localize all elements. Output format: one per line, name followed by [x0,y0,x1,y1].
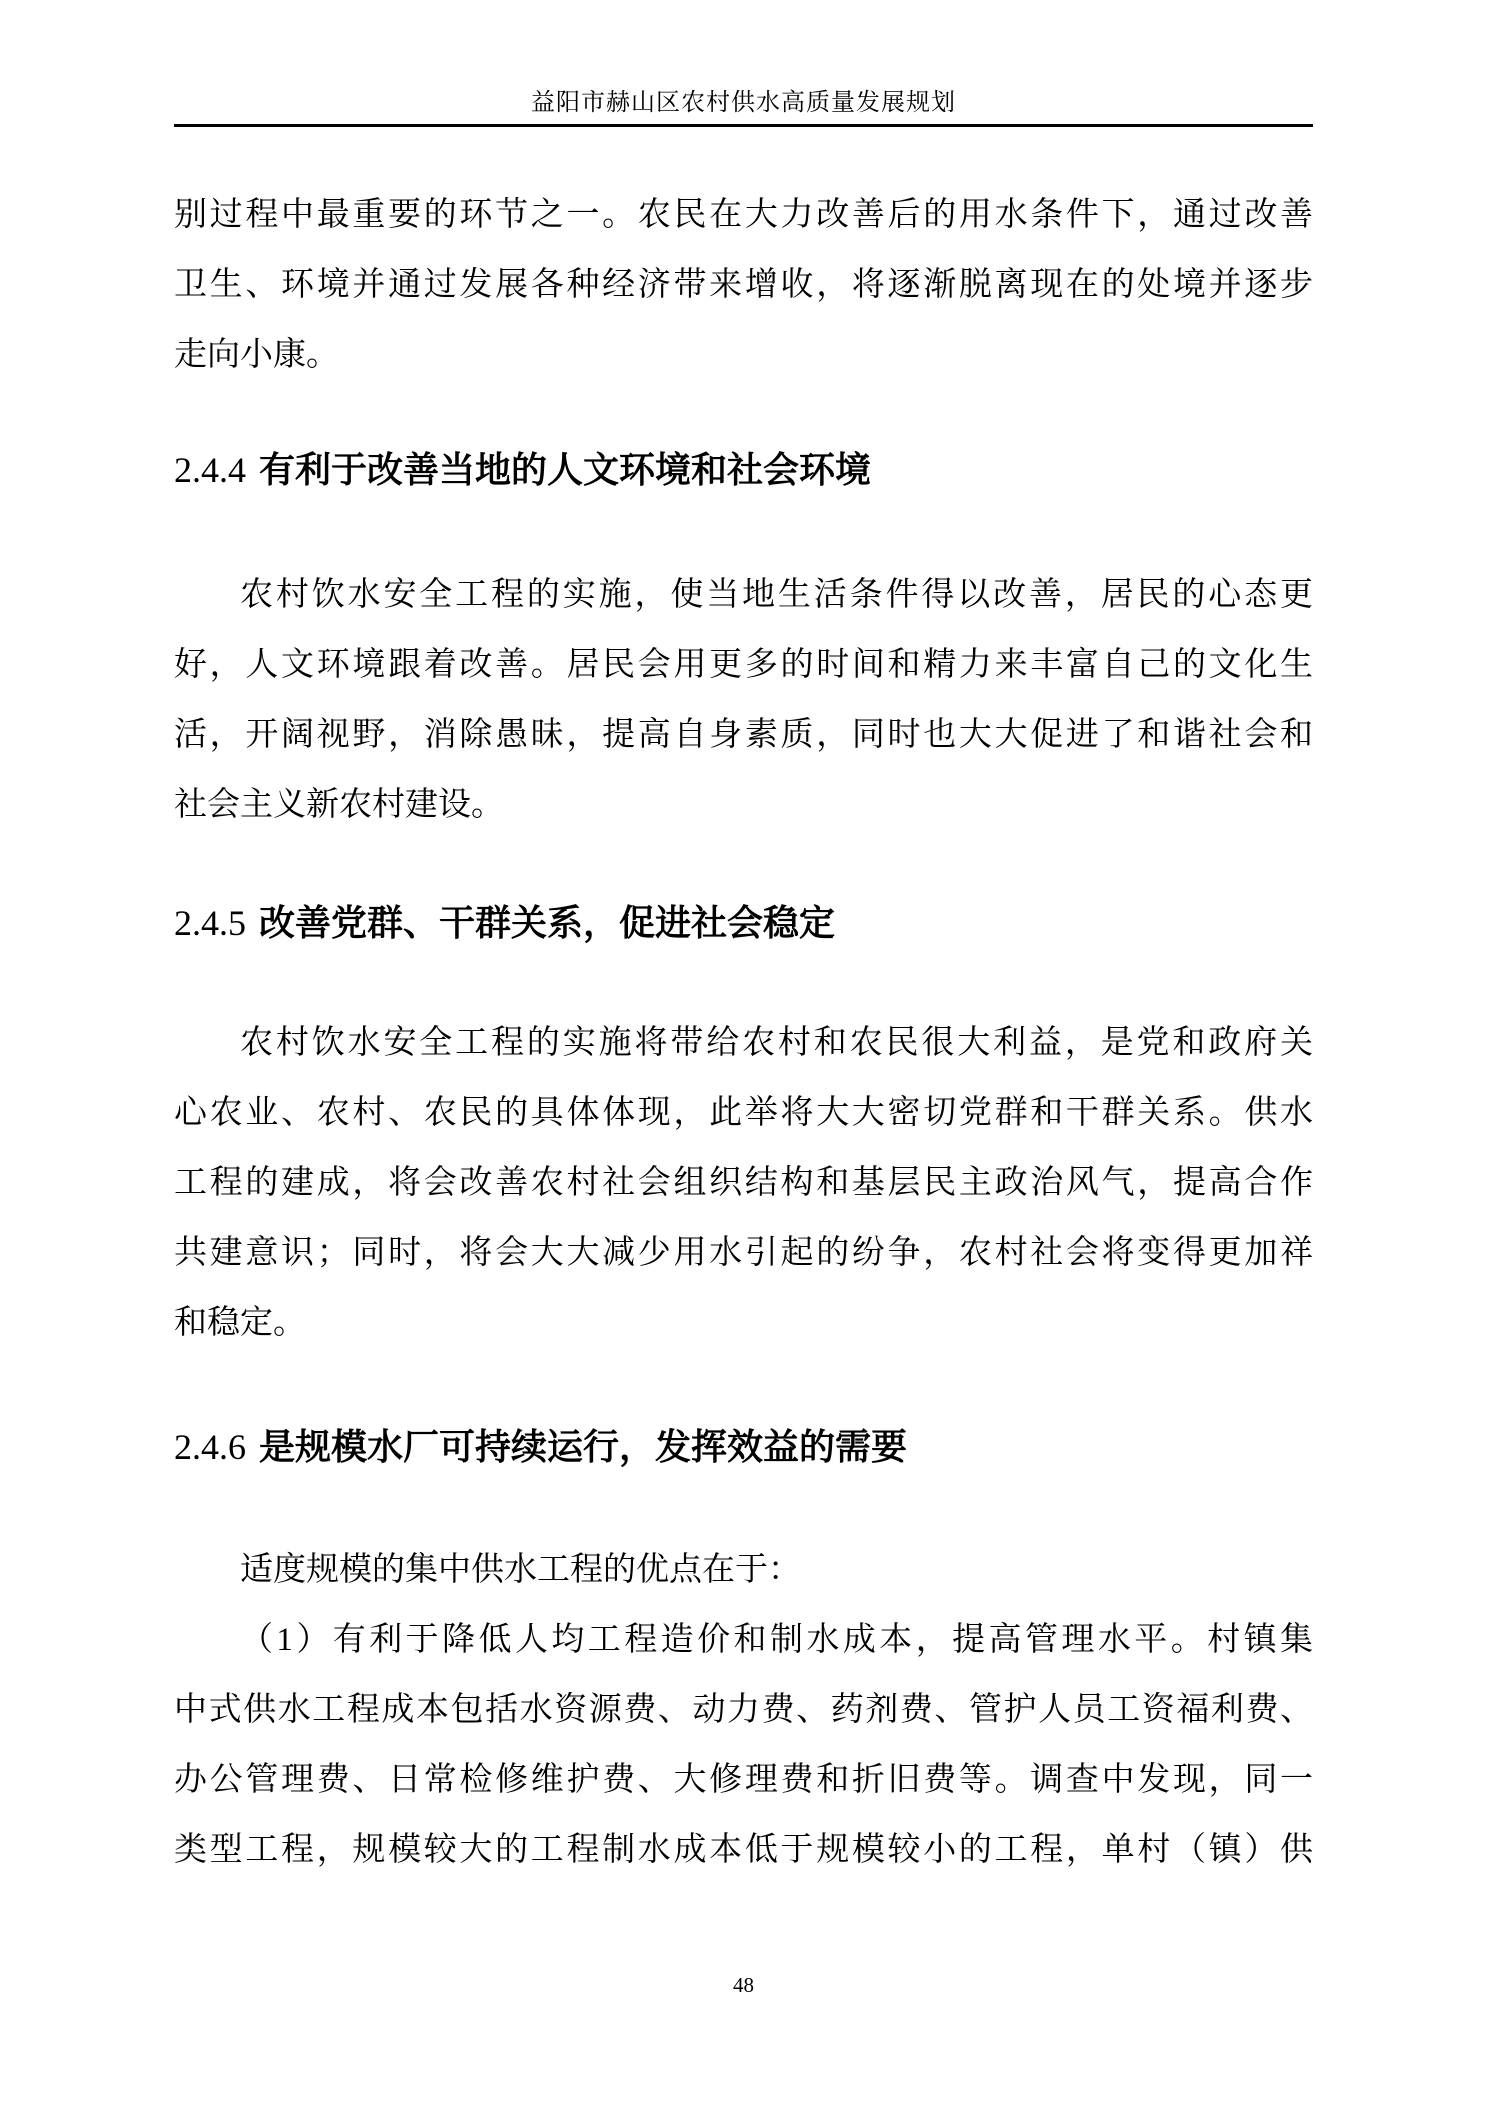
text-line: 别过程中最重要的环节之一。农民在大力改善后的用水条件下，通过改善 [174,197,1313,233]
paragraph [174,1535,1313,1605]
text-line: 农村饮水安全工程的实施，使当地生活条件得以改善，居民的心态更 [240,577,1313,613]
text-line: 好，人文环境跟着改善。居民会用更多的时间和精力来丰富自己的文化生 [174,647,1313,683]
text-line: 农村饮水安全工程的实施将带给农村和农民很大利益，是党和政府关 [240,1025,1313,1061]
heading-text: 有利于改善当地的人文环境和社会环境 [259,449,872,490]
section-heading [174,1412,1313,1482]
text-line: 类型工程，规模较大的工程制水成本低于规模较小的工程，单村（镇）供 [174,1832,1313,1868]
text-line: 卫生、环境并通过发展各种经济带来增收，将逐渐脱离现在的处境并逐步 [174,267,1313,303]
text-line: 共建意识；同时，将会大大减少用水引起的纷争，农村社会将变得更加祥 [174,1235,1313,1271]
paragraph [174,1605,1313,1885]
page-footer [174,1970,1313,2000]
heading-number: 2.4.5 [174,903,246,943]
text-line: 社会主义新农村建设。 [174,787,504,823]
header-title: 益阳市赫山区农村供水高质量发展规划 [531,90,956,116]
heading-number: 2.4.6 [174,1427,246,1467]
text-line: 工程的建成，将会改善农村社会组织结构和基层民主政治风气，提高合作 [174,1165,1313,1201]
text-line: 适度规模的集中供水工程的优点在于： [240,1552,801,1588]
text-line: 中式供水工程成本包括水资源费、动力费、药剂费、管护人员工资福利费、 [174,1692,1313,1728]
section-heading [174,888,1313,958]
heading-text: 改善党群、干群关系，促进社会稳定 [259,902,836,943]
paragraph [174,1008,1313,1358]
paragraph [174,560,1313,840]
paragraph [174,180,1313,390]
text-line: 走向小康。 [174,337,339,373]
page-header [174,0,1313,127]
text-line: （1）有利于降低人均工程造价和制水成本，提高管理水平。村镇集 [240,1622,1313,1658]
text-line: 活，开阔视野，消除愚昧，提高自身素质，同时也大大促进了和谐社会和 [174,717,1313,753]
page-number: 48 [733,1973,754,1997]
text-line: 和稳定。 [174,1305,306,1341]
heading-number: 2.4.4 [174,450,246,490]
heading-text: 是规模水厂可持续运行，发挥效益的需要 [259,1426,908,1467]
section-heading [174,435,1313,505]
text-line: 心农业、农村、农民的具体体现，此举将大大密切党群和干群关系。供水 [174,1095,1313,1131]
document-body [174,180,1313,2000]
text-line: 办公管理费、日常检修维护费、大修理费和折旧费等。调查中发现，同一 [174,1762,1313,1798]
